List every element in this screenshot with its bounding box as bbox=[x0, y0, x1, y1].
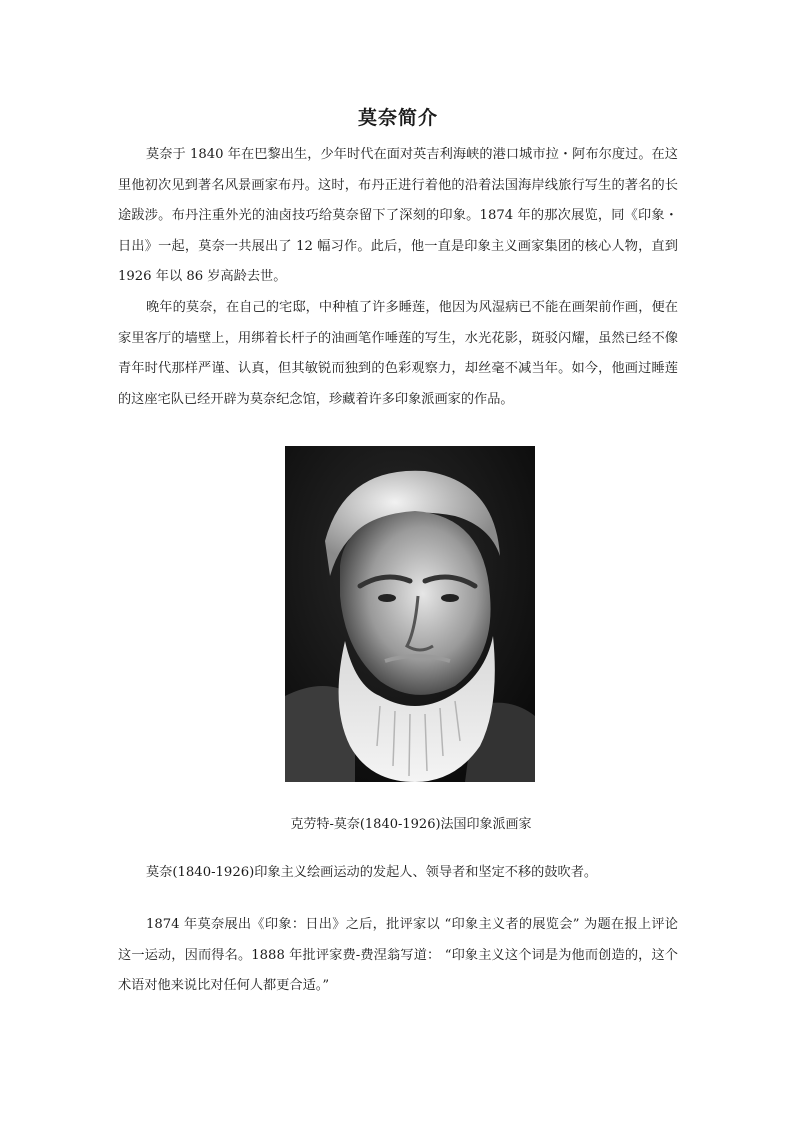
body-paragraph-3: 莫奈(1840-1926)印象主义绘画运动的发起人、领导者和坚定不移的鼓吹者。 bbox=[146, 865, 598, 880]
document-title: 莫奈简介 bbox=[357, 107, 438, 129]
portrait-photo bbox=[285, 446, 535, 782]
body-paragraph-1: 莫奈于 1840 年在巴黎出生，少年时代在面对英吉利海峡的港口城市拉・阿布尔度过。在这里他初次见到著名风景画家布丹。这时，布丹正进行着他的沿着法国海岸线旅行写生的著名的长途跋涉。布丹注重外光的油卤技巧给莫奈留下了深刻的印象。1874 年的那次展览，同《印象・日出》一起，莫奈一共展出了 12 幅习作。此后，他一直是印象主义画家集团的核心人物，直到 1926 年以 86 岁高龄去世。 bbox=[118, 147, 678, 284]
portrait-illustration bbox=[285, 446, 535, 782]
body-paragraph-2: 晚年的莫奈，在自己的宅邸，中种植了许多睡莲，他因为风湿病已不能在画架前作画，便在家里客厅的墙壁上，用绑着长杆子的油画笔作唾莲的写生，水光花影，斑驳闪耀，虽然已经不像青年时代那样严谨、认真，但其敏锐而独到的色彩观察力，却丝毫不减当年。如今，他画过睡莲的这座宅队已经开辟为莫奈纪念馆，珍藏着许多印象派画家的作品。 bbox=[118, 300, 678, 407]
photo-caption: 克劳特-莫奈(1840-1926)法国印象派画家 bbox=[290, 817, 532, 832]
body-paragraph-4: 1874 年莫奈展出《印象：日出》之后，批评家以 “印象主义者的展览会” 为题在报上评论这一运动，因而得名。1888 年批评家费-费涅翁写道： “印象主义这个词是为他而创造的，这个术语对他来说比对任何人都更合适。” bbox=[118, 917, 678, 993]
